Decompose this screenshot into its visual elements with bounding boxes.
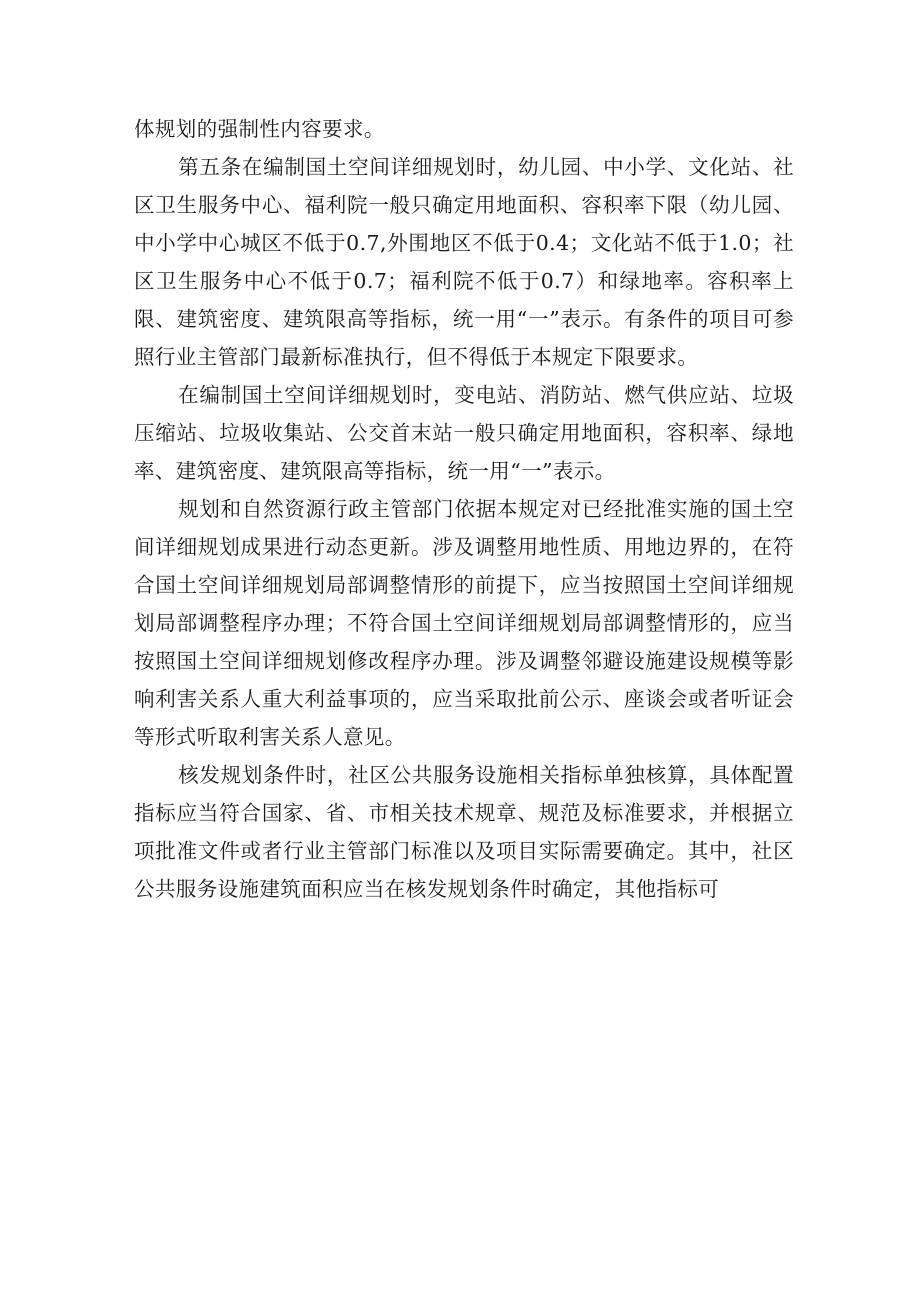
paragraph-continuation: 体规划的强制性内容要求。 <box>134 117 385 141</box>
paragraph-article-five: 第五条在编制国土空间详细规划时，幼儿园、中小学、文化站、社区卫生服务中心、福利院一般只确定用地面积、容积率下限（幼儿园、中小学中心城区不低于0.7,外围地区不低于0.4；文化站不低于1.0；社区卫生服务中心不低于0.7；福利院不低于0.7）和绿地率。容积率上限、建筑密度、建筑限高等指标，统一用“一”表示。有条件的项目可参照行业主管部门最新标准执行，但不得低于本规定下限要求。 <box>134 155 794 369</box>
document-body <box>134 110 794 908</box>
paragraph-dynamic-update: 规划和自然资源行政主管部门依据本规定对已经批准实施的国土空间详细规划成果进行动态更新。涉及调整用地性质、用地边界的，在符合国土空间详细规划局部调整情形的前提下，应当按照国土空间详细规划局部调整程序办理；不符合国土空间详细规划局部调整情形的，应当按照国土空间详细规划修改程序办理。涉及调整邻避设施建设规模等影响利害关系人重大利益事项的，应当采取批前公示、座谈会或者听证会等形式听取利害关系人意见。 <box>134 497 794 749</box>
paragraph-facilities: 在编制国土空间详细规划时，变电站、消防站、燃气供应站、垃圾压缩站、垃圾收集站、公交首末站一般只确定用地面积，容积率、绿地率、建筑密度、建筑限高等指标，统一用“一”表示。 <box>134 383 794 483</box>
paragraph-planning-conditions: 核发规划条件时，社区公共服务设施相关指标单独核算，具体配置指标应当符合国家、省、市相关技术规章、规范及标准要求，并根据立项批准文件或者行业主管部门标准以及项目实际需要确定。其中，社区公共服务设施建筑面积应当在核发规划条件时确定，其他指标可 <box>134 763 794 901</box>
